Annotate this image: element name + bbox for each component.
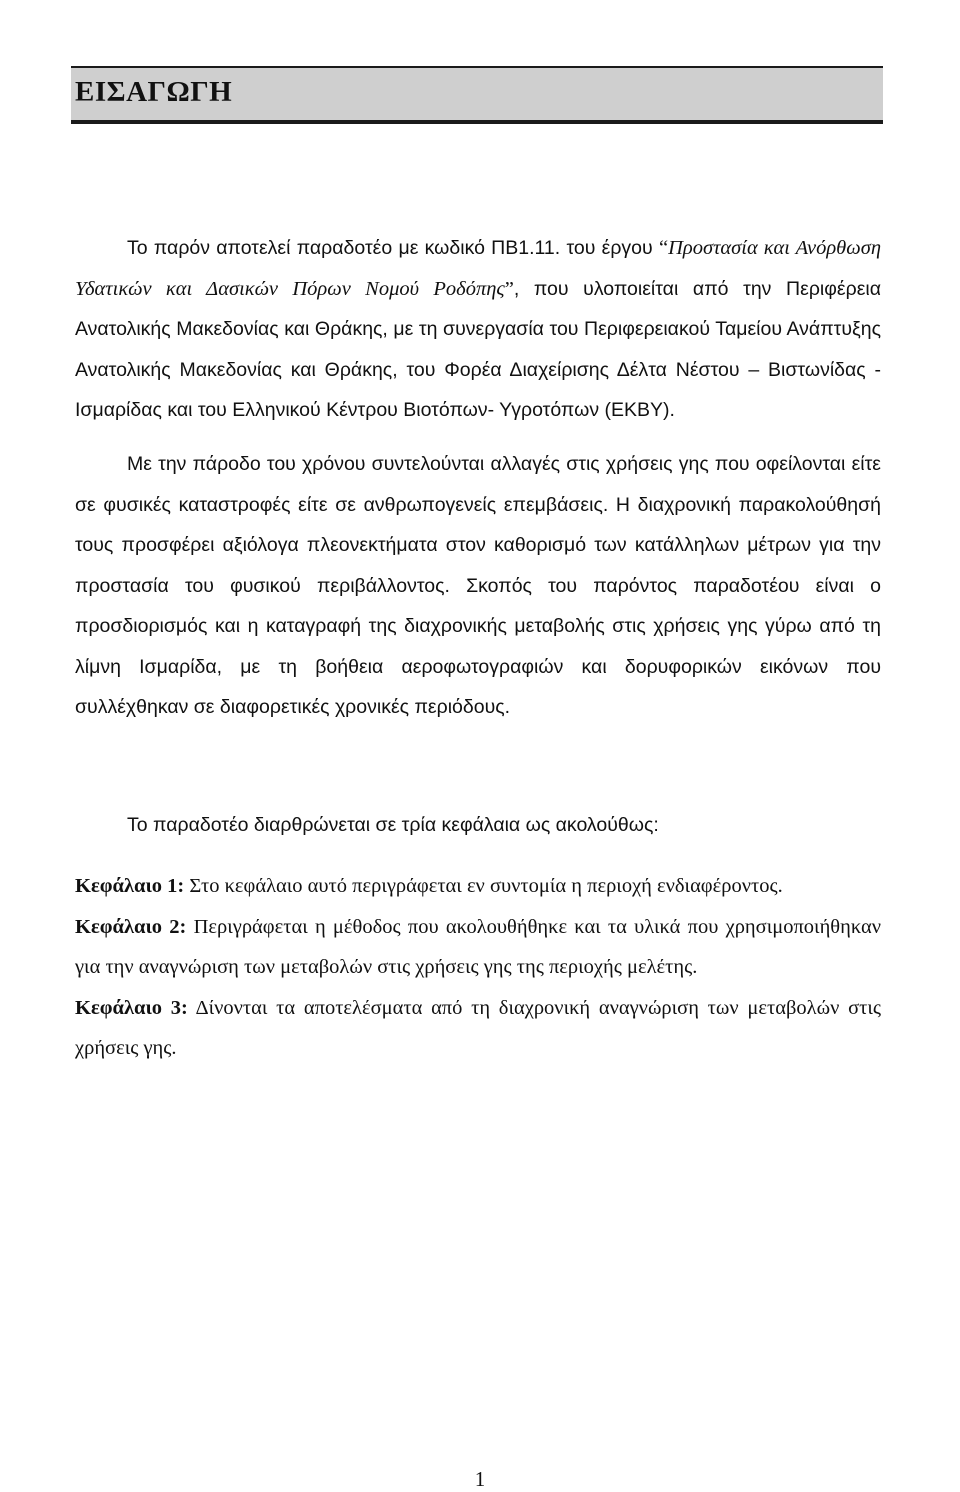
- purpose-aim-text: Σκοπός του παρόντος παραδοτέου είναι ο προσδιορισμός και η καταγραφή της διαχρονικής μεταβολής στις χρήσεις γης γύρω από τη λίμνη Ισμαρίδα, με τη βοήθεια αεροφωτογραφιών και δορυφορικών εικόνων που συλλέχθηκαν σε διαφορετικές χρονικές περιόδους.: [75, 574, 881, 718]
- chapter-item: [75, 866, 881, 907]
- purpose-text: Με την πάροδο του χρόνου συντελούνται αλλαγές στις χρήσεις γης που οφείλονται είτε σε φυσικές καταστροφές είτε σε ανθρωπογενείς επεμβάσεις. Η διαχρονική παρακολούθησή τους προσφέρει αξιόλογα πλεονεκτήματα στον καθορισμό των κατάλληλων μέτρων για την προστασία του φυσικού περιβάλλοντος.: [75, 453, 881, 597]
- chapter-label: Κεφάλαιο 1:: [75, 875, 185, 897]
- quote-close: ”: [504, 277, 514, 300]
- chapter-item: [75, 988, 881, 1069]
- section-header-bar: [71, 66, 883, 124]
- purpose-paragraph: [75, 444, 881, 728]
- chapter-description: Στο κεφάλαιο αυτό περιγράφεται εν συντομία η περιοχή ενδιαφέροντος.: [184, 875, 783, 897]
- intro-paragraph: [75, 228, 881, 431]
- quote-open: “: [658, 237, 669, 259]
- section-title: ΕΙΣΑΓΩΓΗ: [75, 76, 233, 108]
- chapter-label: Κεφάλαιο 3:: [75, 996, 188, 1019]
- chapter-label: Κεφάλαιο 2:: [75, 915, 187, 938]
- chapter-description: Δίνονται τα αποτελέσματα από τη διαχρονική αναγνώριση των μεταβολών στις χρήσεις γης.: [75, 996, 881, 1059]
- intro-text-end: , που υλοποιείται από την Περιφέρεια Ανατολικής Μακεδονίας και Θράκης, με τη συνεργασία του Περιφερειακού Ταμείου Ανάπτυξης Ανατολικής Μακεδονίας και Θράκης, του Φορέα Διαχείρισης Δέλτα Νέστου – Βιστωνίδας - Ισμαρίδας και του Ελληνικού Κέντρου Βιοτόπων- Υγροτόπων (ΕΚΒΥ).: [75, 277, 881, 421]
- page-number: 1: [474, 1467, 486, 1491]
- project-title: Προστασία και Ανόρθωση Υδατικών και Δασικών Πόρων Νομού Ροδόπης: [75, 237, 882, 300]
- intro-text-start: Το παρόν αποτελεί παραδοτέο με κωδικό ΠΒ1.11. του έργου: [127, 237, 659, 259]
- chapter-description: Περιγράφεται η μέθοδος που ακολουθήθηκε και τα υλικά που χρησιμοποιήθηκαν για την αναγνώριση των μεταβολών στις χρήσεις γης της περιοχής μελέτης.: [75, 915, 881, 978]
- chapter-list: [75, 866, 881, 1069]
- structure-intro: Το παραδοτέο διαρθρώνεται σε τρία κεφάλαια ως ακολούθως:: [127, 814, 659, 836]
- chapter-item: [75, 907, 881, 988]
